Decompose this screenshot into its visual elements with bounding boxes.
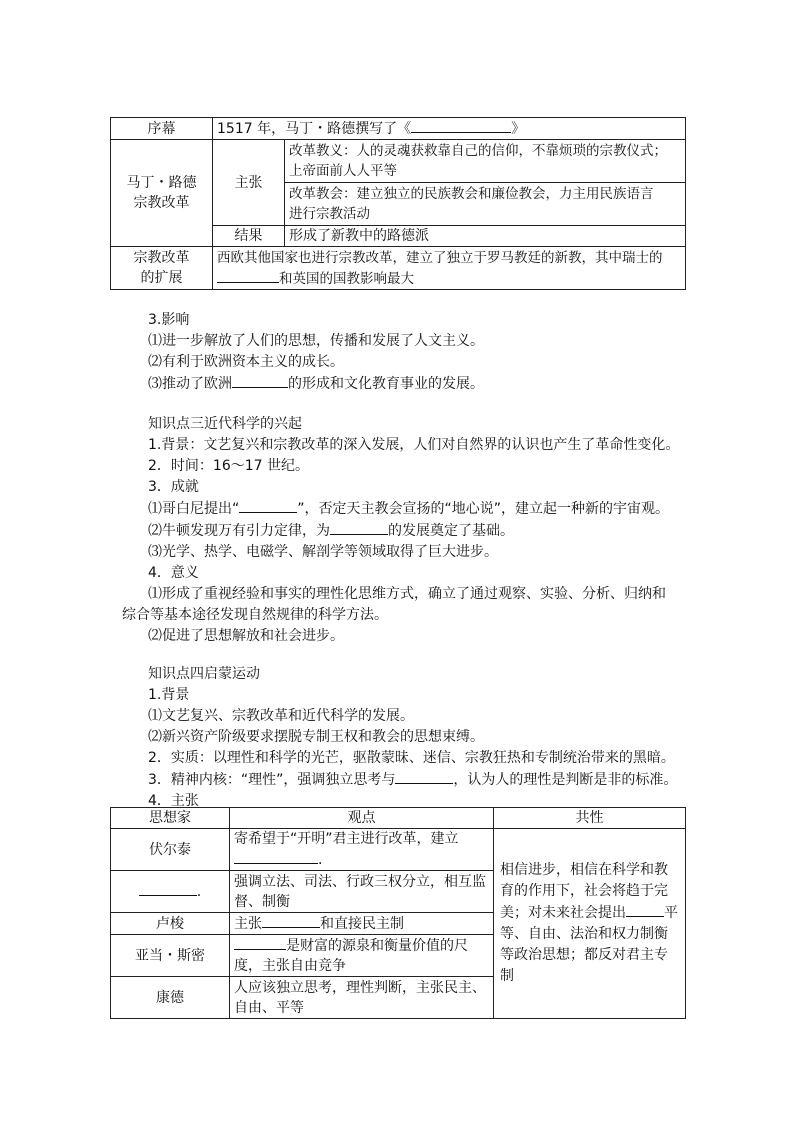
answer-blank[interactable]: [239, 498, 297, 513]
section-heading: 3.影响: [148, 312, 190, 328]
background-text: 1.背景：文艺复兴和宗教改革的深入发展，人们对自然界的认识也产生了革命性变化。: [148, 437, 680, 453]
prelude-text: 1517 年，马丁・路德撰写了《 》: [213, 118, 686, 140]
list-item: ⑵有利于欧洲资本主义的成长。: [148, 354, 344, 370]
doctrine-reform-text: 改革教义：人的灵魂获救靠自己的信仰，不靠烦琐的宗教仪式； 上帝面前人人平等: [285, 140, 686, 183]
expansion-text: 西欧其他国家也进行宗教改革，建立了独立于罗马教廷的新教，其中瑞士的 和英国的国教影响最大: [213, 247, 686, 290]
list-item: ⑶光学、热学、电磁学、解剖学等领域取得了巨大进步。: [148, 544, 498, 560]
reformation-table: [110, 117, 686, 290]
thinkers-table: [110, 807, 686, 1019]
enlightenment-section: [148, 664, 708, 812]
essence-text: 2．实质：以理性和科学的光芒，驱散蒙昧、迷信、宗教狂热和专制统治带来的黑暗。: [148, 750, 675, 766]
voltaire-view: 寄希望于“开明”君主进行改革，建立 .: [230, 829, 494, 871]
list-item-continuation: 综合等基本途径发现自然规律的科学方法。: [122, 607, 388, 623]
kant-view: 人应该独立思考，理性判断，主张民主、自由、平等: [230, 977, 494, 1019]
expansion-label: 宗教改革 的扩展: [111, 247, 213, 290]
influence-section: [148, 310, 708, 395]
church-reform-text: 改革教会：建立独立的民族教会和廉俭教会，力主用民族语言 进行宗教活动: [285, 183, 686, 226]
thinker-montesquieu-blank: .: [111, 871, 230, 913]
header-common: 共性: [494, 808, 686, 829]
section-heading: 知识点四启蒙运动: [148, 666, 260, 682]
montesquieu-view: 强调立法、司法、行政三权分立，相互监督、制衡: [230, 871, 494, 913]
common-traits: 相信进步，相信在科学和教育的作用下，社会将趋于完美；对未来社会提出 平等、自由、法治和权力制衡等政治思想；都反对君主专制: [494, 829, 686, 1019]
result-label: 结果: [213, 226, 285, 247]
list-item: ⑴文艺复兴、宗教改革和近代科学的发展。: [148, 708, 414, 724]
science-section: [122, 414, 708, 647]
time-text: 2．时间：16～17 世纪。: [148, 458, 309, 474]
luther-reform-label: 马丁・路德 宗教改革: [111, 140, 213, 247]
subsection-heading: 4．意义: [148, 565, 199, 581]
thinker-rousseau: 卢梭: [111, 913, 230, 935]
rousseau-view: 主张 和直接民主制: [230, 913, 494, 935]
list-item: ⑴进一步解放了人们的思想，传播和发展了人文主义。: [148, 333, 484, 349]
smith-view: 是财富的源泉和衡量价值的尺 度，主张自由竞争: [230, 935, 494, 977]
answer-blank[interactable]: [411, 118, 511, 133]
header-thinker: 思想家: [111, 808, 230, 829]
thinker-kant: 康德: [111, 977, 230, 1019]
answer-blank[interactable]: [232, 373, 288, 388]
thinker-adam-smith: 亚当・斯密: [111, 935, 230, 977]
answer-blank[interactable]: [234, 849, 318, 864]
answer-blank[interactable]: [217, 268, 279, 283]
subsection-heading: 1.背景: [148, 687, 190, 703]
list-item: ⑴形成了重视经验和事实的理性化思维方式，确立了通过观察、实验、分析、归纳和: [148, 586, 666, 602]
proposition-label: 主张: [213, 140, 285, 226]
answer-blank[interactable]: [139, 881, 197, 896]
list-item: ⑶推动了欧洲 的形成和文化教育事业的发展。: [148, 373, 708, 395]
header-view: 观点: [230, 808, 494, 829]
section-heading: 知识点三近代科学的兴起: [148, 416, 302, 432]
subsection-heading: 4．主张: [148, 793, 199, 809]
answer-blank[interactable]: [626, 902, 664, 917]
answer-blank[interactable]: [395, 769, 453, 784]
result-text: 形成了新教中的路德派: [285, 226, 686, 247]
thinker-voltaire: 伏尔泰: [111, 829, 230, 871]
answer-blank[interactable]: [234, 935, 286, 950]
list-item: ⑵新兴资产阶级要求摆脱专制王权和教会的思想束缚。: [148, 729, 484, 745]
answer-blank[interactable]: [330, 520, 388, 535]
list-item: ⑵牛顿发现万有引力定律，为 的发展奠定了基础。: [148, 520, 708, 542]
core-text: 3．精神内核：“理性”，强调独立思考与 ，认为人的理性是判断是非的标准。: [148, 769, 708, 791]
prelude-label: 序幕: [111, 118, 213, 140]
list-item: ⑴哥白尼提出“ ”，否定天主教会宣扬的“地心说”，建立起一种新的宇宙观。: [148, 498, 708, 520]
list-item: ⑵促进了思想解放和社会进步。: [148, 628, 344, 644]
answer-blank[interactable]: [262, 913, 320, 928]
subsection-heading: 3．成就: [148, 479, 199, 495]
